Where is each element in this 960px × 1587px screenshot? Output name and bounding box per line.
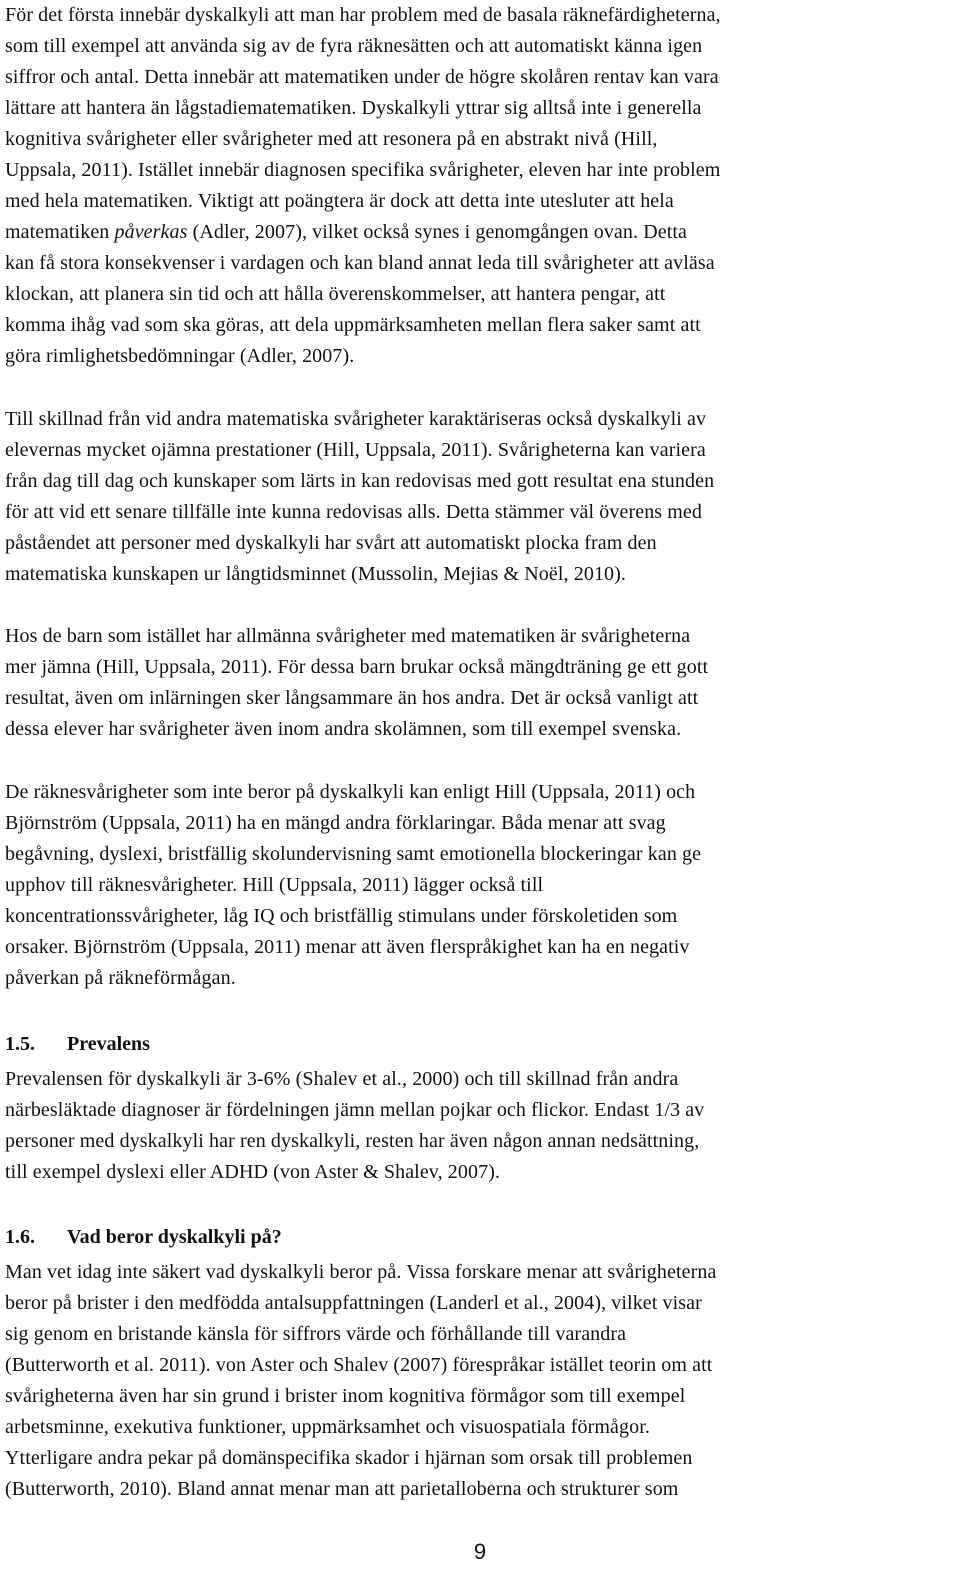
text-line: komma ihåg vad som ska göras, att dela uppmärksamheten mellan flera saker samt att [5, 314, 701, 336]
text-line: dessa elever har svårigheter även inom andra skolämnen, som till exempel svenska. [5, 718, 682, 740]
text-line: elevernas mycket ojämna prestationer (Hill, Uppsala, 2011). Svårigheterna kan variera [5, 439, 706, 461]
section-heading-prevalens [5, 1029, 955, 1060]
section-title: Vad beror dyskalkyli på? [67, 1226, 282, 1248]
text-line: orsaker. Björnström (Uppsala, 2011) menar att även flerspråkighet kan ha en negativ [5, 936, 690, 958]
text-line: kognitiva svårigheter eller svårigheter med att resonera på en abstrakt nivå (Hill, [5, 128, 658, 150]
text-line: som till exempel att använda sig av de fyra räknesätten och att automatiskt känna igen [5, 35, 703, 57]
text-line: från dag till dag och kunskaper som lärts in kan redovisas med gott resultat ena stunden [5, 470, 715, 492]
text-line: Prevalensen för dyskalkyli är 3-6% (Shalev et al., 2000) och till skillnad från andra [5, 1068, 679, 1090]
text-segment: matematiken [5, 221, 115, 243]
text-line: sig genom en bristande känsla för siffrors värde och förhållande till varandra [5, 1323, 627, 1345]
text-line: Hos de barn som istället har allmänna svårigheter med matematiken är svårigheterna [5, 625, 691, 647]
paragraph-ojamna-prestationer [5, 404, 955, 590]
text-line: För det första innebär dyskalkyli att man har problem med de basala räknefärdigheterna, [5, 4, 721, 26]
text-line: De räknesvårigheter som inte beror på dyskalkyli kan enligt Hill (Uppsala, 2011) och [5, 781, 696, 803]
text-line: påståendet att personer med dyskalkyli har svårt att automatiskt plocka fram den [5, 532, 657, 554]
text-line: (Butterworth, 2010). Bland annat menar man att parietalloberna och strukturer som [5, 1478, 679, 1500]
text-line: för att vid ett senare tillfälle inte kunna redovisas alls. Detta stämmer väl överens med [5, 501, 703, 523]
text-line: kan få stora konsekvenser i vardagen och kan bland annat leda till svårigheter att avläsa [5, 252, 715, 274]
text-line: koncentrationssvårigheter, låg IQ och bristfällig stimulans under förskoletiden som [5, 905, 678, 927]
text-line: (Butterworth et al. 2011). von Aster och Shalev (2007) förespråkar istället teorin om att [5, 1354, 713, 1376]
paragraph-prevalens [5, 1064, 955, 1188]
text-line: matematiska kunskapen ur långtidsminnet (Mussolin, Mejias & Noël, 2010). [5, 563, 626, 585]
text-line: arbetsminne, exekutiva funktioner, uppmärksamhet och visuospatiala förmågor. [5, 1416, 650, 1438]
text-line: klockan, att planera sin tid och att hålla överenskommelser, att hantera pengar, att [5, 283, 666, 305]
text-line: personer med dyskalkyli har ren dyskalkyli, resten har även någon annan nedsättning, [5, 1130, 700, 1152]
text-line: begåvning, dyslexi, bristfällig skolundervisning samt emotionella blockeringar kan ge [5, 843, 702, 865]
text-line [5, 217, 955, 248]
text-line: göra rimlighetsbedömningar (Adler, 2007). [5, 345, 355, 367]
text-line: närbesläktade diagnoser är fördelningen jämn mellan pojkar och flickor. Endast 1/3 av [5, 1099, 705, 1121]
text-line: Man vet idag inte säkert vad dyskalkyli beror på. Vissa forskare menar att svårigheterna [5, 1261, 717, 1283]
text-line: lättare att hantera än lågstadiematematiken. Dyskalkyli yttrar sig alltså inte i generella [5, 97, 702, 119]
section-heading-vad-beror-dyskalkyli-pa [5, 1222, 955, 1253]
text-line: Ytterligare andra pekar på domänspecifika skador i hjärnan som orsak till problemen [5, 1447, 693, 1469]
text-line: påverkan på räkneförmågan. [5, 967, 236, 989]
text-line: resultat, även om inlärningen sker långsammare än hos andra. Det är också vanligt att [5, 687, 699, 709]
section-title: Prevalens [67, 1033, 150, 1055]
section-number: 1.6. [5, 1226, 35, 1248]
page-number: 9 [473, 1539, 487, 1564]
paragraph-orsaker [5, 1257, 955, 1505]
text-line: till exempel dyslexi eller ADHD (von Aster & Shalev, 2007). [5, 1161, 501, 1183]
paragraph-dyskalkyli-basala-fardigheter [5, 0, 955, 372]
italic-word: påverkas [114, 221, 188, 243]
paragraph-allmanna-svarigheter [5, 621, 955, 745]
text-line: mer jämna (Hill, Uppsala, 2011). För dessa barn brukar också mängdträning ge ett gott [5, 656, 709, 678]
text-line: siffror och antal. Detta innebär att matematiken under de högre skolåren rentav kan vara [5, 66, 719, 88]
text-line: beror på brister i den medfödda antalsuppfattningen (Landerl et al., 2004), vilket visar [5, 1292, 702, 1314]
text-line: med hela matematiken. Viktigt att poängtera är dock att detta inte utesluter att hela [5, 190, 674, 212]
section-number: 1.5. [5, 1033, 35, 1055]
text-segment: (Adler, 2007), vilket också synes i genomgången ovan. Detta [187, 221, 688, 243]
paragraph-raknesvarigheter-forklaringar [5, 777, 955, 994]
text-line: upphov till räknesvårigheter. Hill (Uppsala, 2011) lägger också till [5, 874, 544, 896]
text-line: svårigheterna även har sin grund i brister inom kognitiva förmågor som till exempel [5, 1385, 686, 1407]
text-line: Till skillnad från vid andra matematiska svårigheter karaktäriseras också dyskalkyli av [5, 408, 707, 430]
text-line: Björnström (Uppsala, 2011) ha en mängd andra förklaringar. Båda menar att svag [5, 812, 666, 834]
document-page [5, 0, 955, 1505]
text-line: Uppsala, 2011). Istället innebär diagnosen specifika svårigheter, eleven har inte problem [5, 159, 721, 181]
